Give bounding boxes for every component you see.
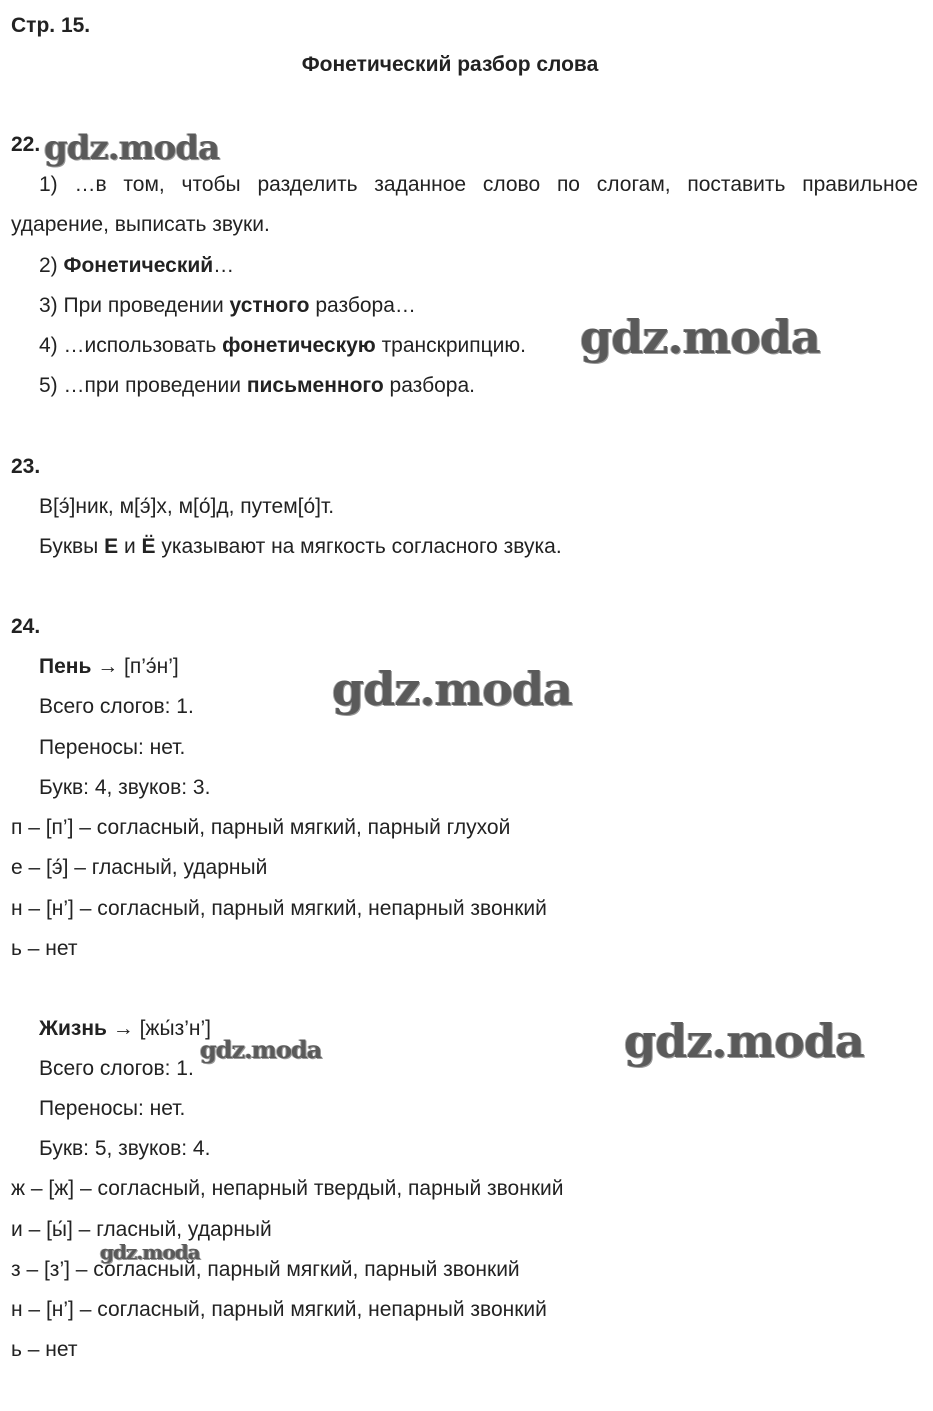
line-2-letter-yo: Ё <box>141 535 156 558</box>
item-3-pre: 3) При проведении <box>39 294 230 317</box>
word-2-letter-row: н – [н’] – согласный, парный мягкий, непарный звонкий <box>11 1298 547 1321</box>
word-1-letter-row: ь – нет <box>11 937 78 960</box>
word-2-syllables: Всего слогов: 1. <box>39 1057 194 1080</box>
word-1-letter-row: е – [э́] – гласный, ударный <box>11 856 268 879</box>
word-2-word: Жизнь <box>39 1017 107 1040</box>
item-5-post: разбора. <box>383 374 475 397</box>
watermark: gdz.moda <box>44 128 220 168</box>
word-1-letter-row: п – [п’] – согласный, парный мягкий, парный глухой <box>11 816 511 839</box>
word-2-transcription: → [жы́з’н’] <box>106 1017 211 1040</box>
item-4-pre: 4) …использовать <box>39 334 223 357</box>
word-1-hyphenation: Переносы: нет. <box>39 736 186 759</box>
exercise-23-line-2 <box>39 535 562 559</box>
page-label: Стр. 15. <box>11 14 91 37</box>
word-2-letter-row: ь – нет <box>11 1338 78 1361</box>
line-2-letter-e: Е <box>104 535 119 558</box>
word-2-hyphenation: Переносы: нет. <box>39 1097 186 1120</box>
item-3-post: разбора… <box>309 294 416 317</box>
exercise-22-item-5 <box>39 374 475 398</box>
exercise-22-item-1b: ударение, выписать звуки. <box>11 213 270 236</box>
line-2-post: указывают на мягкость согласного звука. <box>155 535 562 558</box>
exercise-23-number: 23. <box>11 455 41 478</box>
exercise-24-number: 24. <box>11 615 41 638</box>
word-1-word: Пень <box>39 655 92 678</box>
word-2-letter-row: з – [з’] – согласный, парный мягкий, парный звонкий <box>11 1258 520 1281</box>
item-4-bold: фонетическую <box>222 334 376 357</box>
word-1-syllables: Всего слогов: 1. <box>39 695 194 718</box>
item-2-pre: 2) <box>39 254 64 277</box>
item-2-bold: Фонетический <box>63 254 214 277</box>
watermark: gdz.moda <box>200 1035 322 1064</box>
exercise-23-line-1: В[э́]ник, м[э́]х, м[о́]д, путем[о́]т. <box>39 495 335 518</box>
watermark: gdz.moda <box>580 310 820 364</box>
item-4-post: транскрипцию. <box>375 334 526 357</box>
line-2-mid: и <box>118 535 142 558</box>
watermark: gdz.moda <box>624 1014 864 1068</box>
exercise-22-item-2 <box>39 254 234 278</box>
word-2-counts: Букв: 5, звуков: 4. <box>39 1137 211 1160</box>
item-3-bold: устного <box>229 294 310 317</box>
word-1-counts: Букв: 4, звуков: 3. <box>39 776 211 799</box>
item-5-pre: 5) …при проведении <box>39 374 247 397</box>
word-2-heading <box>39 1017 211 1041</box>
page-title: Фонетический разбор слова <box>301 53 599 76</box>
line-2-pre: Буквы <box>39 535 105 558</box>
word-1-transcription: → [п’э́н’] <box>91 655 179 678</box>
exercise-22-item-4 <box>39 334 526 358</box>
exercise-22-number: 22. <box>11 133 41 156</box>
exercise-22-item-1a: 1) …в том, чтобы разделить заданное слово по слогам, поставить правильное <box>39 173 918 196</box>
exercise-22-item-3 <box>39 294 416 318</box>
word-2-letter-row: и – [ы́] – гласный, ударный <box>11 1218 272 1241</box>
watermark: gdz.moda <box>332 662 572 716</box>
item-5-bold: письменного <box>246 374 384 397</box>
item-2-post: … <box>213 254 235 277</box>
word-1-heading <box>39 655 179 679</box>
word-1-letter-row: н – [н’] – согласный, парный мягкий, непарный звонкий <box>11 897 547 920</box>
word-2-letter-row: ж – [ж] – согласный, непарный твердый, парный звонкий <box>11 1177 564 1200</box>
watermark: gdz.moda <box>100 1240 200 1264</box>
